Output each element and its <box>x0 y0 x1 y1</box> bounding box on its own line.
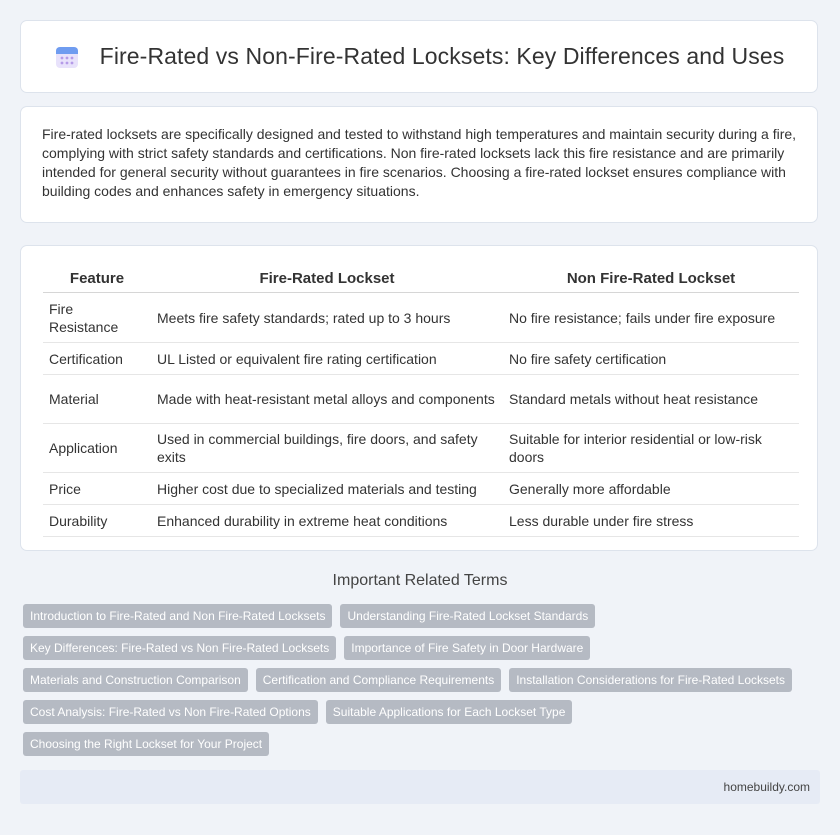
non-fire-rated-cell: No fire resistance; fails under fire exposure <box>503 293 799 343</box>
footer <box>20 770 820 804</box>
related-term-tag[interactable]: Choosing the Right Lockset for Your Project <box>23 732 269 756</box>
related-terms-title: Important Related Terms <box>332 572 508 589</box>
related-terms-list <box>23 604 823 764</box>
header-feature: Feature <box>43 264 151 293</box>
fire-rated-cell: Used in commercial buildings, fire doors, and safety exits <box>151 424 503 473</box>
table-row <box>43 424 799 473</box>
table-row <box>43 473 799 505</box>
related-term-tag[interactable]: Installation Considerations for Fire-Rated Locksets <box>509 668 792 692</box>
related-term-tag[interactable]: Understanding Fire-Rated Lockset Standards <box>340 604 595 628</box>
table-row <box>43 343 799 375</box>
feature-cell: Certification <box>43 343 151 375</box>
feature-cell: Price <box>43 473 151 505</box>
non-fire-rated-cell: Suitable for interior residential or low-risk doors <box>503 424 799 473</box>
page-title: Fire-Rated vs Non-Fire-Rated Locksets: Key Differences and Uses <box>99 43 785 69</box>
fire-rated-cell: Higher cost due to specialized materials and testing <box>151 473 503 505</box>
feature-cell: Durability <box>43 505 151 537</box>
related-term-tag[interactable]: Suitable Applications for Each Lockset Type <box>326 700 573 724</box>
header-non-fire-rated: Non Fire-Rated Lockset <box>503 264 799 293</box>
related-term-tag[interactable]: Importance of Fire Safety in Door Hardware <box>344 636 590 660</box>
comparison-card <box>20 245 818 551</box>
footer-site-link[interactable]: homebuildy.com <box>723 780 810 794</box>
intro-text: Fire-rated locksets are specifically designed and tested to withstand high temperatures and maintain security during a fire, complying with strict safety standards and certifications. Non fire-rated locksets lack this fire resistance and are primarily intended for general security without guarantees in fire scenarios. Choosing a fire-rated lockset ensures compliance with building codes and enhances safety in emergency situations. <box>42 126 797 199</box>
non-fire-rated-cell: Generally more affordable <box>503 473 799 505</box>
related-term-tag[interactable]: Key Differences: Fire-Rated vs Non Fire-Rated Locksets <box>23 636 336 660</box>
intro-card <box>20 106 818 223</box>
related-term-tag[interactable]: Introduction to Fire-Rated and Non Fire-Rated Locksets <box>23 604 332 628</box>
fire-rated-cell: UL Listed or equivalent fire rating certification <box>151 343 503 375</box>
table-header-row <box>43 264 799 293</box>
header-fire-rated: Fire-Rated Lockset <box>151 264 503 293</box>
fire-rated-cell: Made with heat-resistant metal alloys and components <box>151 375 503 424</box>
feature-cell: Material <box>43 375 151 424</box>
non-fire-rated-cell: Less durable under fire stress <box>503 505 799 537</box>
header-card <box>20 20 818 93</box>
fire-rated-cell: Meets fire safety standards; rated up to 3 hours <box>151 293 503 343</box>
table-row <box>43 293 799 343</box>
fire-rated-cell: Enhanced durability in extreme heat conditions <box>151 505 503 537</box>
non-fire-rated-cell: Standard metals without heat resistance <box>503 375 799 424</box>
related-term-tag[interactable]: Materials and Construction Comparison <box>23 668 248 692</box>
table-row <box>43 505 799 537</box>
related-term-tag[interactable]: Cost Analysis: Fire-Rated vs Non Fire-Rated Options <box>23 700 318 724</box>
non-fire-rated-cell: No fire safety certification <box>503 343 799 375</box>
comparison-table <box>43 264 799 537</box>
related-term-tag[interactable]: Certification and Compliance Requirements <box>256 668 501 692</box>
calendar-icon <box>54 44 80 70</box>
feature-cell: Application <box>43 424 151 473</box>
feature-cell: Fire Resistance <box>43 293 151 343</box>
table-row <box>43 375 799 424</box>
